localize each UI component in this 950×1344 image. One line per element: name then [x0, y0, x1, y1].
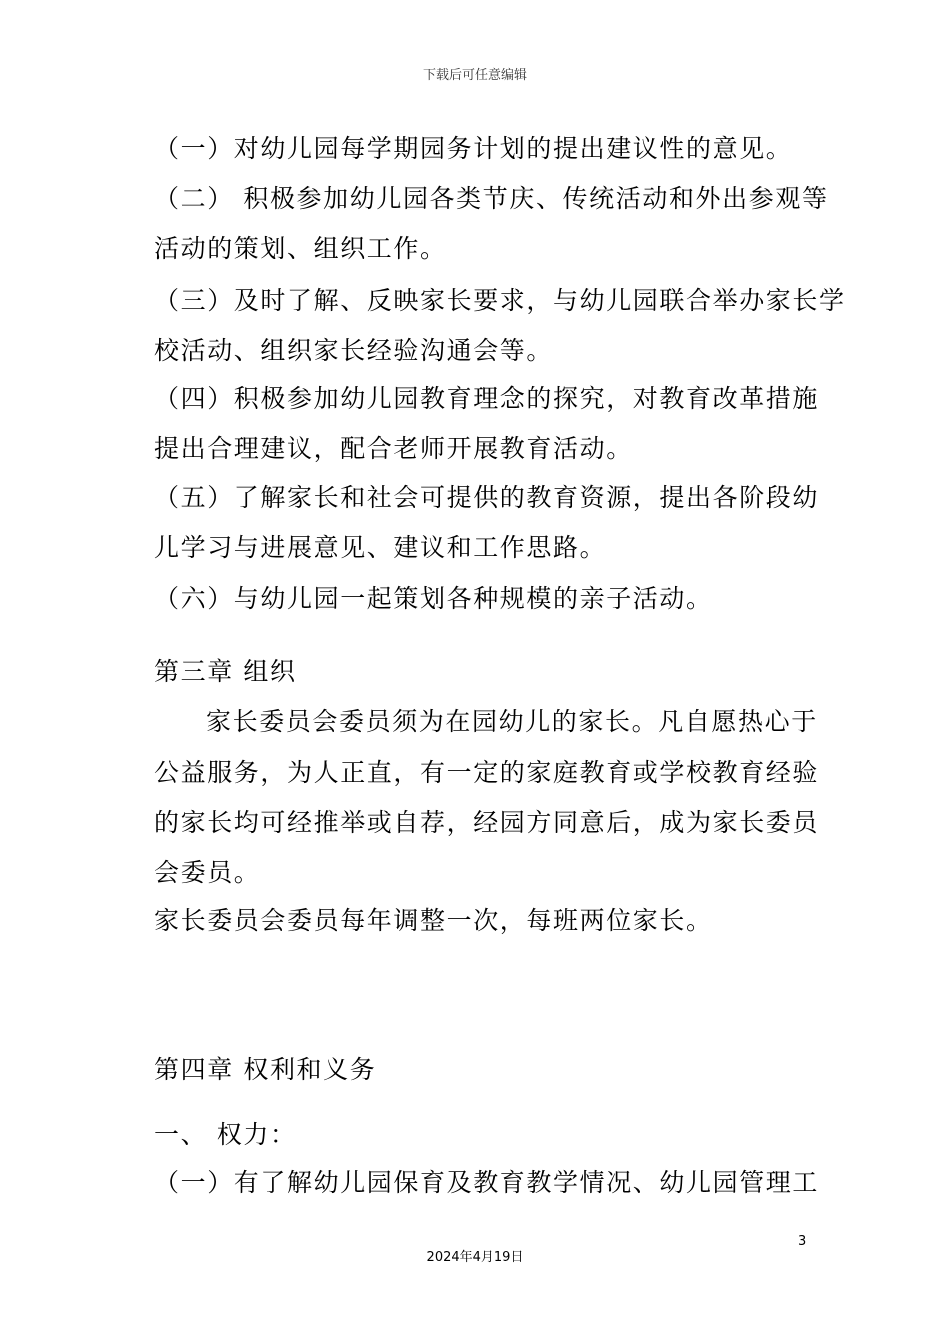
- paragraph-line: 会委员。: [154, 858, 261, 887]
- paragraph-line: （一）对幼儿园每学期园务计划的提出建议性的意见。: [154, 134, 793, 163]
- page-number: 3: [798, 1234, 807, 1249]
- paragraph-line: 儿学习与进展意见、建议和工作思路。: [154, 533, 607, 562]
- paragraph-line: （六）与幼儿园一起策划各种规模的亲子活动。: [154, 584, 713, 613]
- paragraph-line: 家长委员会委员须为在园幼儿的家长。凡自愿热心于: [206, 707, 818, 736]
- paragraph-line: 公益服务，为人正直，有一定的家庭教育或学校教育经验: [154, 758, 820, 787]
- paragraph-line: （一）有了解幼儿园保育及教育教学情况、幼儿园管理工: [154, 1168, 820, 1197]
- chapter-heading: 第三章 组织: [154, 657, 297, 686]
- paragraph-line: 校活动、组织家长经验沟通会等。: [154, 336, 554, 365]
- page-header: 下载后可任意编辑: [422, 68, 527, 83]
- page-footer-date: 2024年4月19日: [426, 1250, 524, 1265]
- paragraph-line: 活动的策划、组织工作。: [154, 234, 447, 263]
- paragraph-line: （二） 积极参加幼儿园各类节庆、传统活动和外出参观等: [154, 184, 829, 213]
- paragraph-line: 提出合理建议，配合老师开展教育活动。: [154, 434, 633, 463]
- paragraph-line: （四）积极参加幼儿园教育理念的探究，对教育改革措施: [154, 384, 820, 413]
- paragraph-line: 的家长均可经推举或自荐，经园方同意后，成为家长委员: [154, 808, 820, 837]
- paragraph-line: （三）及时了解、反映家长要求，与幼儿园联合举办家长学: [154, 286, 846, 315]
- paragraph-line: （五）了解家长和社会可提供的教育资源，提出各阶段幼: [154, 483, 820, 512]
- chapter-heading: 第四章 权利和义务: [154, 1055, 377, 1084]
- section-heading: 一、 权力：: [154, 1120, 297, 1149]
- paragraph-line: 家长委员会委员每年调整一次，每班两位家长。: [154, 906, 713, 935]
